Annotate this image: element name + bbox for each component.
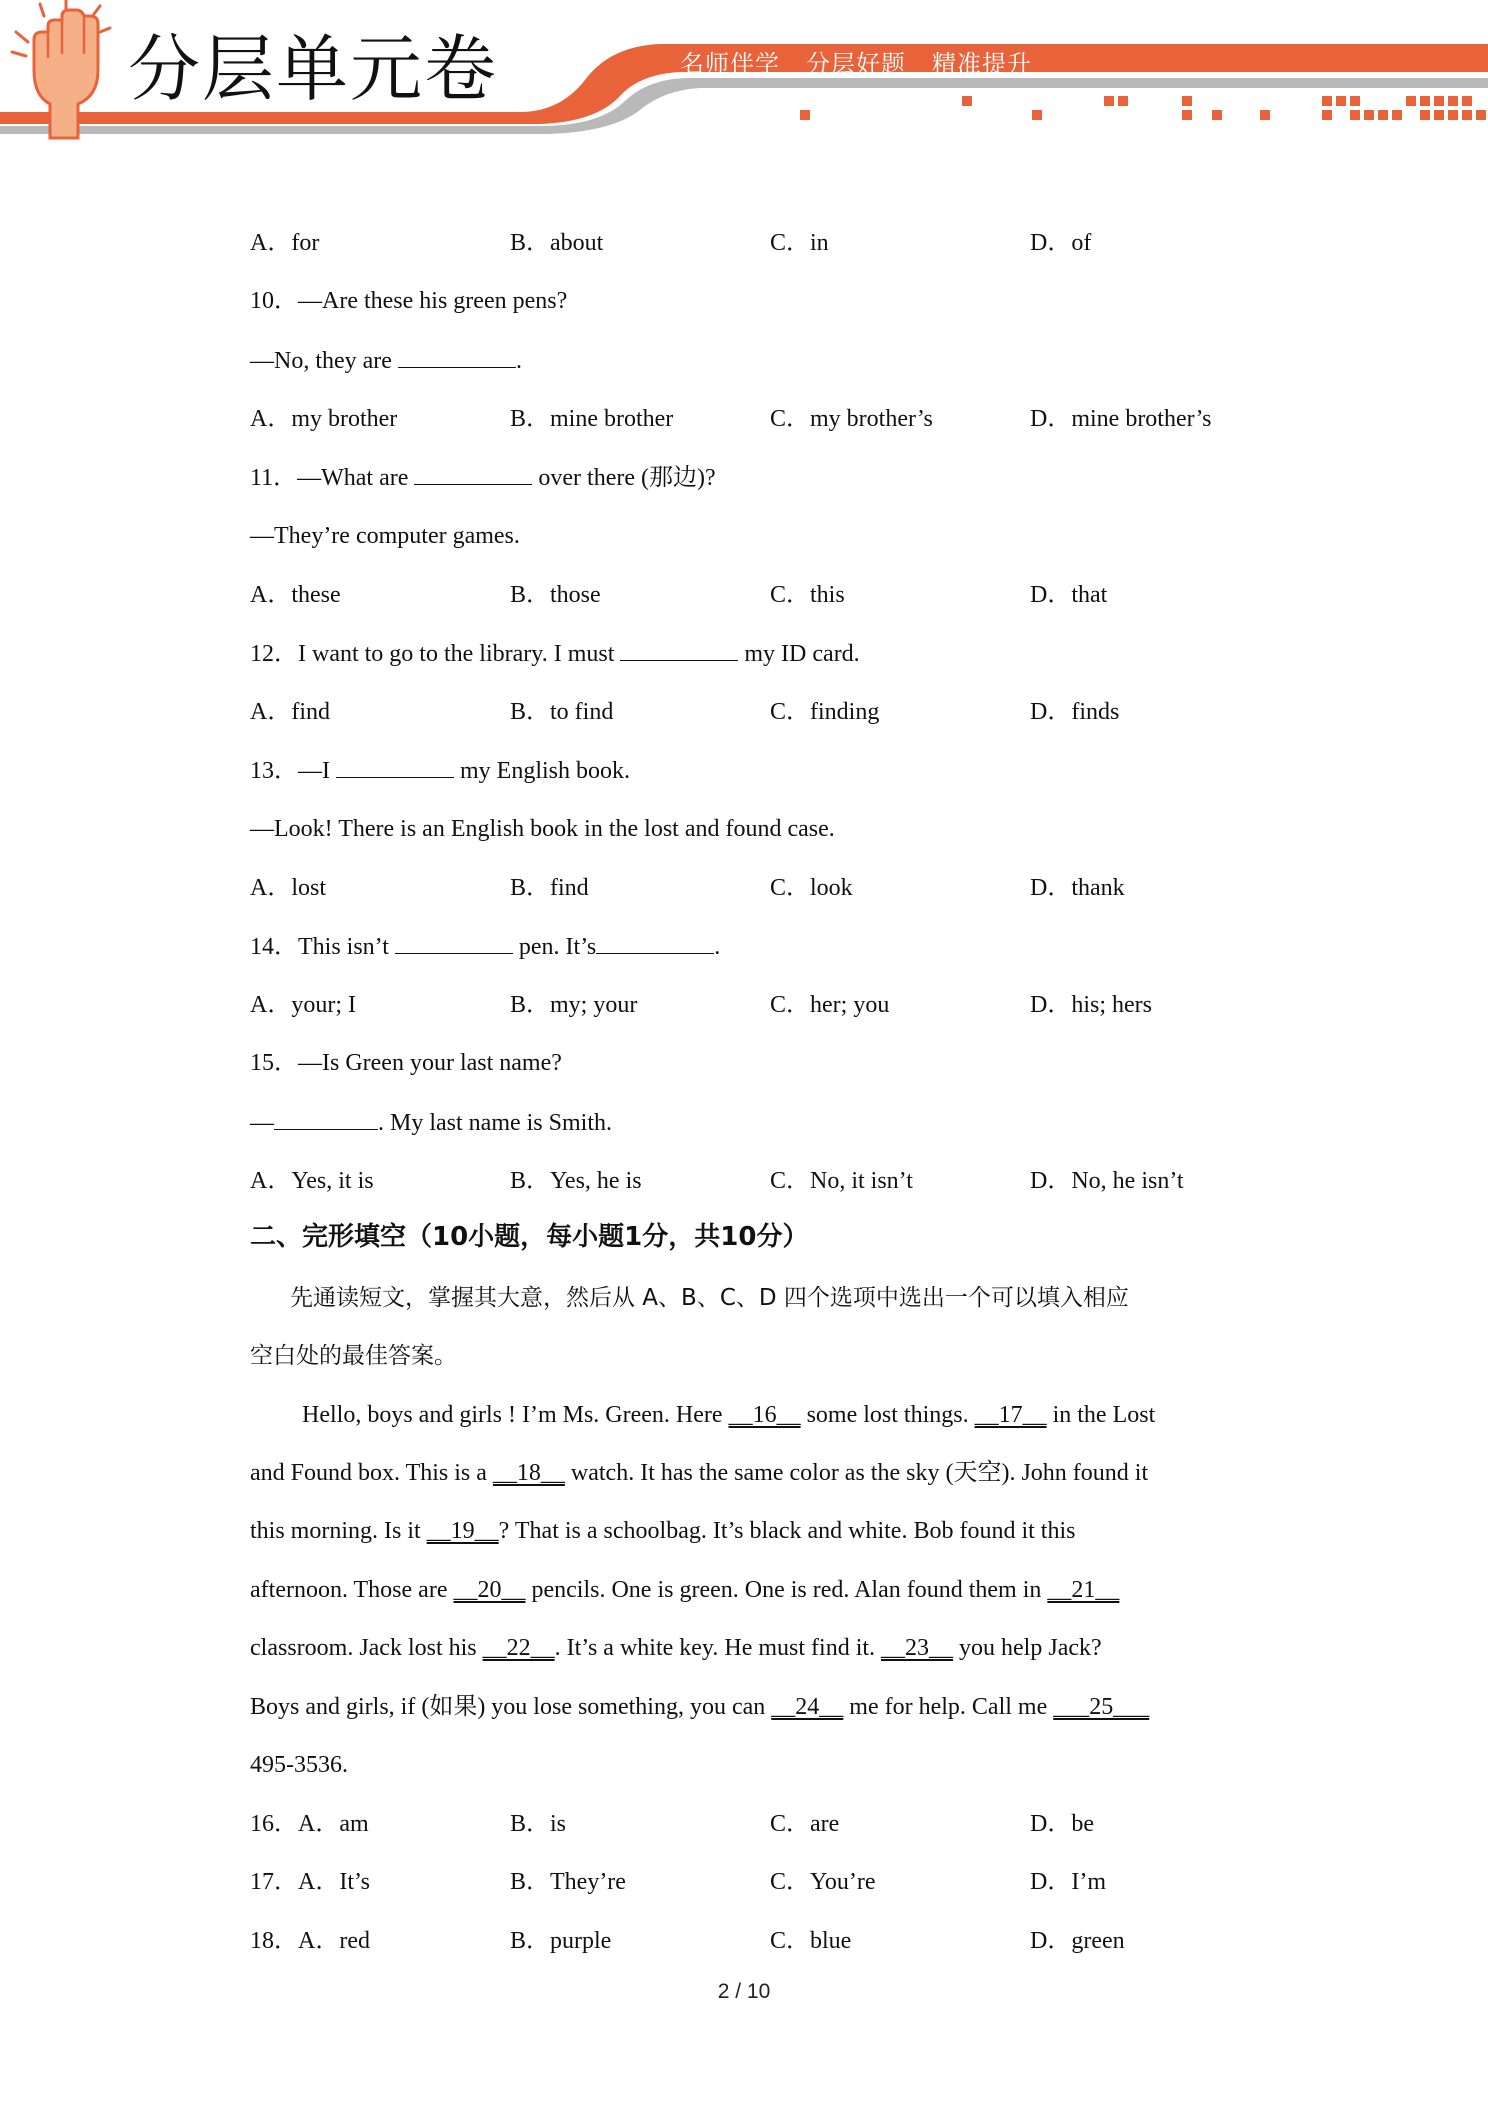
q10-option-a: A．my brother [250,406,398,432]
q15-stem-b: — . My last name is Smith. [250,1107,612,1138]
q17-option-b: B．They’re [510,1869,626,1895]
q14-option-a: A．your; I [250,992,356,1018]
slogan-1: 名师伴学 [680,50,780,78]
page-number: 2 / 10 [717,1980,771,2003]
q13-option-d: D．thank [1030,875,1125,901]
q10-stem-a: 10．—Are these his green pens? [250,288,568,314]
q12-option-d: D．finds [1030,699,1120,725]
q16-option-c: C．are [770,1811,840,1837]
section-instruction-2: 空白处的最佳答案。 [250,1343,457,1369]
q12-option-c: C．finding [770,699,880,725]
q12-option-b: B．to find [510,699,614,725]
q11-option-d: D．that [1030,582,1108,608]
header-slogan [680,44,1058,79]
q11-option-a: A．these [250,582,341,608]
blank [274,1107,378,1130]
q13-option-b: B．find [510,875,589,901]
q15-option-c: C．No, it isn’t [770,1168,913,1194]
q9-option-a: A．for [250,230,320,256]
q9-option-d: D．of [1030,230,1092,256]
blank [596,931,714,954]
q18-option-d: D．green [1030,1928,1125,1954]
page-header [0,0,1488,150]
q18-option-b: B．purple [510,1928,612,1954]
q13-option-c: C．look [770,875,853,901]
q11-option-b: B．those [510,582,601,608]
q14-option-c: C．her; you [770,992,890,1018]
blank [620,638,738,661]
q14-option-b: B．my; your [510,992,638,1018]
slogan-2: 分层好题 [806,50,906,78]
q13-stem-a: 13．—I my English book. [250,755,630,786]
slogan-3: 精准提升 [932,50,1032,78]
q16-option-b: B．is [510,1811,567,1837]
q14-stem: 14．This isn’t pen. It’s . [250,931,720,962]
q9-option-b: B．about [510,230,604,256]
q17-option-c: C．You’re [770,1869,876,1895]
brand-title: 分层单元卷 [128,27,499,111]
q15-stem-a: 15．—Is Green your last name? [250,1050,562,1076]
q11-option-c: C．this [770,582,845,608]
q12-stem: 12．I want to go to the library. I must my ID card. [250,638,860,669]
q17-option-d: D．I’m [1030,1869,1106,1895]
section-heading: 二、完形填空（10小题，每小题1分，共10分） [250,1222,809,1252]
q15-option-b: B．Yes, he is [510,1168,642,1194]
q12-option-a: A．find [250,699,330,725]
q15-option-d: D．No, he isn’t [1030,1168,1184,1194]
q10-option-d: D．mine brother’s [1030,406,1212,432]
q11-stem-b: —They’re computer games. [250,523,520,549]
q18-option-c: C．blue [770,1928,852,1954]
passage-line-4: afternoon. Those are __20__ pencils. One is green. One is red. Alan found them in __21__ [250,1577,1120,1603]
passage-line-1: Hello, boys and girls ! I’m Ms. Green. Here __16__ some lost things. __17__ in the Lost [302,1402,1156,1428]
q13-option-a: A．lost [250,875,327,901]
blank [395,931,513,954]
q17-option-a: 17．A．It’s [250,1869,370,1895]
passage-line-7: 495-3536. [250,1752,348,1778]
q14-option-d: D．his; hers [1030,992,1152,1018]
blank [414,462,532,485]
q18-option-a: 18．A．red [250,1928,370,1954]
q16-option-d: D．be [1030,1811,1094,1837]
passage-line-2: and Found box. This is a __18__ watch. It has the same color as the sky (天空). John found it [250,1460,1149,1486]
section-instruction-1: 先通读短文，掌握其大意，然后从 A、B、C、D 四个选项中选出一个可以填入相应 [290,1285,1129,1311]
q11-stem-a: 11．—What are over there (那边)? [250,462,716,493]
q13-stem-b: —Look! There is an English book in the lost and found case. [250,816,835,842]
q9-option-c: C．in [770,230,829,256]
passage-line-6: Boys and girls, if (如果) you lose something, you can __24__ me for help. Call me ___25___ [250,1694,1150,1720]
passage-line-5: classroom. Jack lost his __22__. It’s a white key. He must find it. __23__ you help Jack? [250,1635,1102,1661]
q10-option-c: C．my brother’s [770,406,933,432]
q10-option-b: B．mine brother [510,406,674,432]
blank [398,345,516,368]
passage-line-3: this morning. Is it __19__? That is a schoolbag. It’s black and white. Bob found it this [250,1518,1076,1544]
blank [336,755,454,778]
q16-option-a: 16．A．am [250,1811,369,1837]
q10-stem-b: —No, they are . [250,345,522,376]
q15-option-a: A．Yes, it is [250,1168,374,1194]
